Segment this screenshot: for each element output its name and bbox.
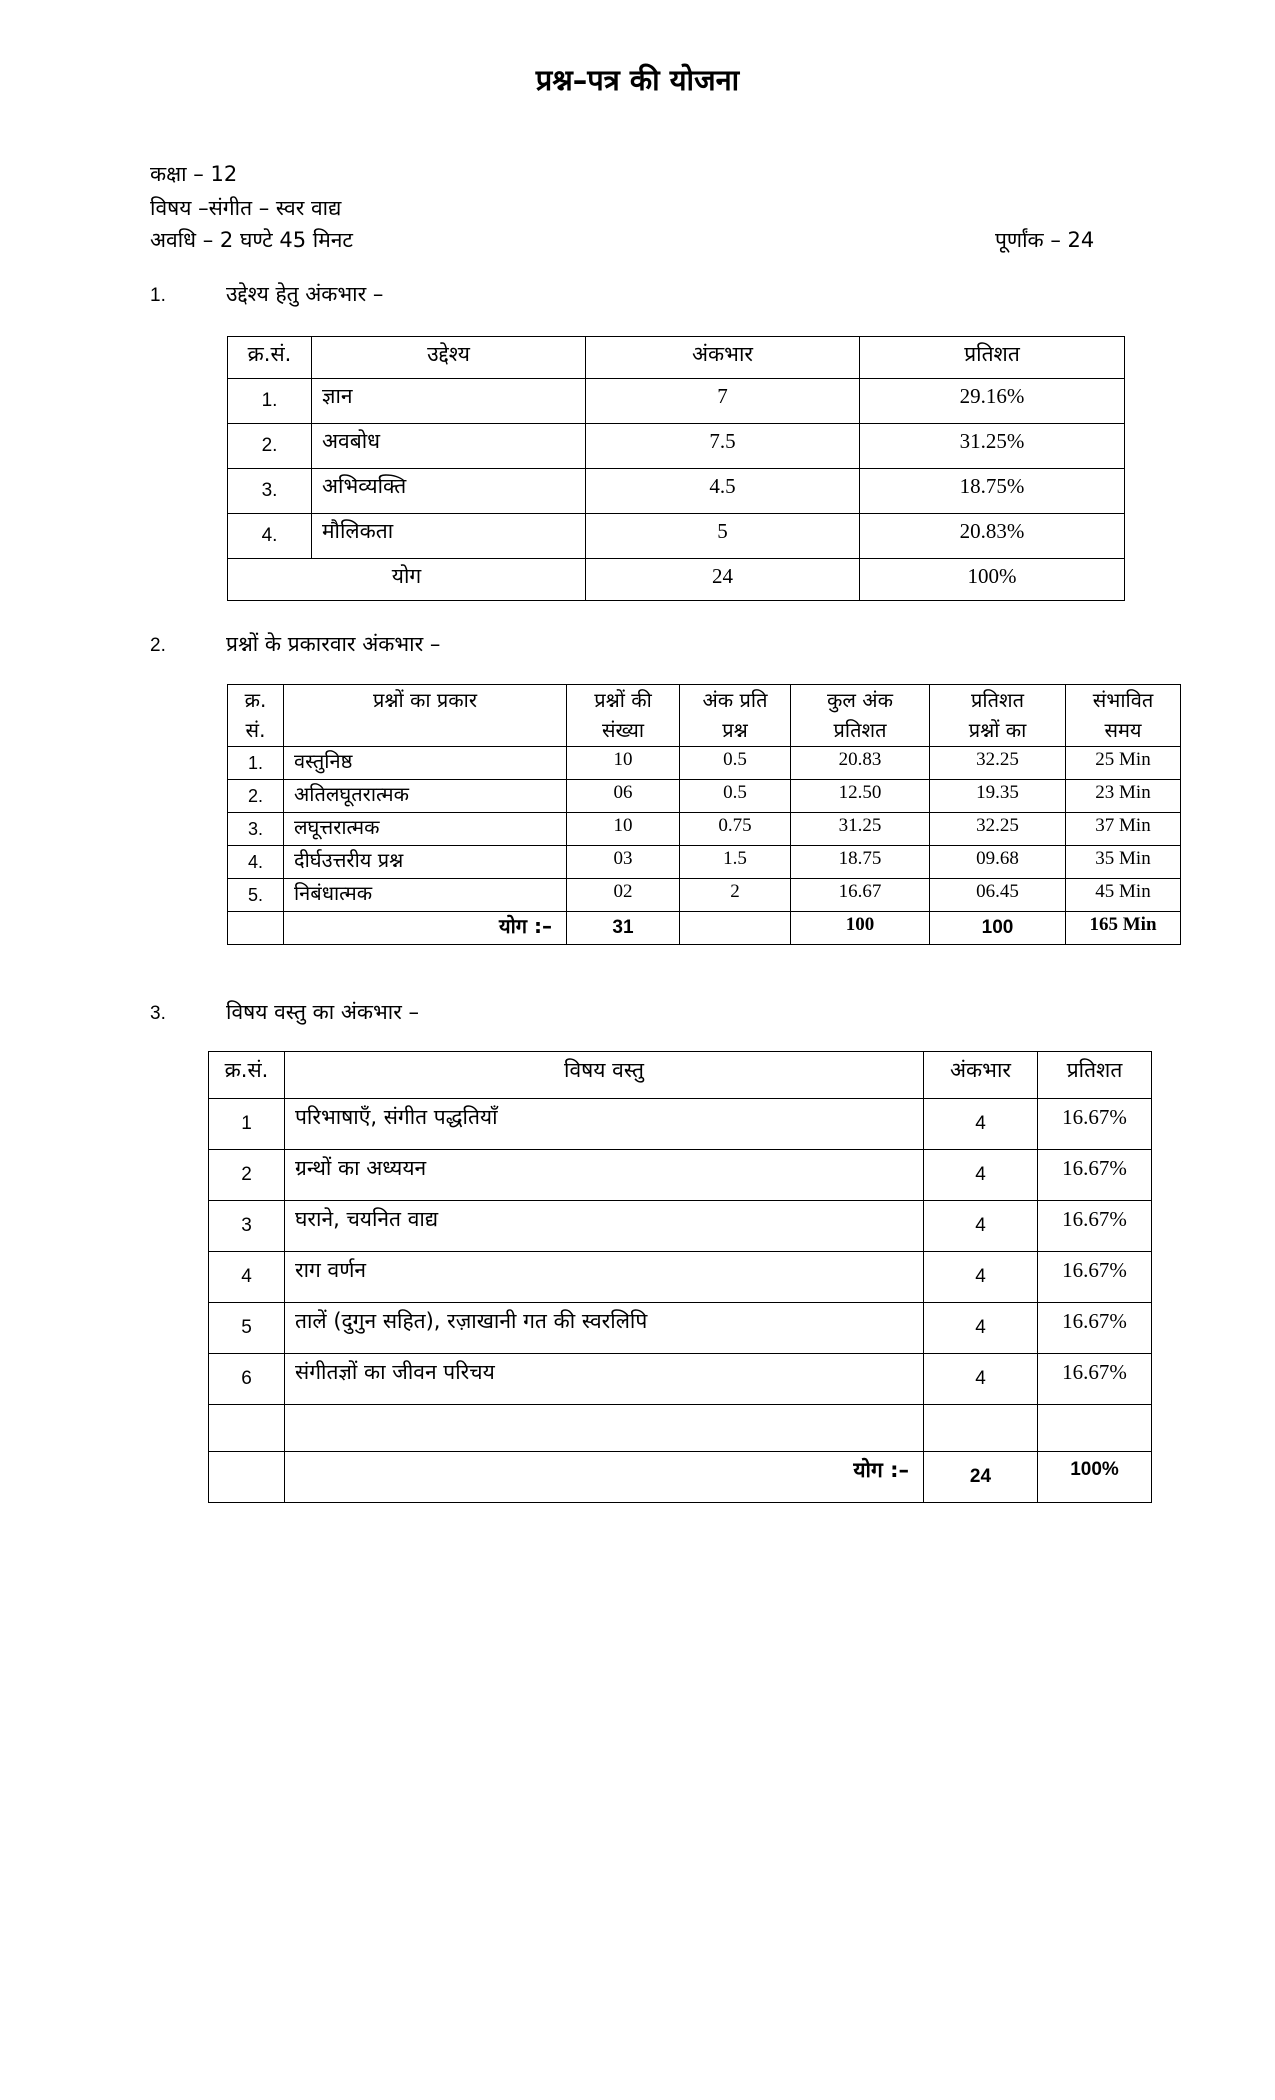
table-row bbox=[228, 846, 1181, 879]
serial-cell: 1. bbox=[228, 379, 312, 424]
marks-cell: 4 bbox=[924, 1201, 1038, 1252]
section-number: 2. bbox=[150, 635, 166, 656]
table-row bbox=[209, 1303, 1152, 1354]
type-cell: लघूत्तरात्मक bbox=[284, 813, 567, 846]
table-empty-row bbox=[209, 1405, 1152, 1452]
header-cell: क्र. सं. bbox=[228, 685, 284, 747]
header-cell: प्रतिशत bbox=[1038, 1052, 1152, 1099]
serial-cell: 2 bbox=[209, 1150, 285, 1201]
table-row bbox=[228, 379, 1125, 424]
full-marks-label: पूर्णांक – 24 bbox=[995, 228, 1095, 252]
objective-cell: अवबोध bbox=[312, 424, 586, 469]
total-percent-cell: 20.83 bbox=[791, 747, 930, 780]
per-question-cell: 1.5 bbox=[680, 846, 791, 879]
total-percent-cell: 12.50 bbox=[791, 780, 930, 813]
total-marks: 24 bbox=[924, 1452, 1038, 1503]
count-cell: 03 bbox=[567, 846, 680, 879]
header-cell: क्र.सं. bbox=[228, 337, 312, 379]
total-question-percent: 100 bbox=[930, 912, 1066, 945]
marks-cell: 4 bbox=[924, 1252, 1038, 1303]
time-cell: 25 Min bbox=[1066, 747, 1181, 780]
table-row bbox=[209, 1150, 1152, 1201]
table-row bbox=[228, 780, 1181, 813]
marks-cell: 7 bbox=[586, 379, 860, 424]
empty-cell bbox=[1038, 1405, 1152, 1452]
serial-cell: 5. bbox=[228, 879, 284, 912]
type-cell: वस्तुनिष्ठ bbox=[284, 747, 567, 780]
duration-label: अवधि – 2 घण्टे 45 मिनट bbox=[150, 228, 354, 252]
content-cell: राग वर्णन bbox=[285, 1252, 924, 1303]
percent-cell: 16.67% bbox=[1038, 1099, 1152, 1150]
type-cell: अतिलघूतरात्मक bbox=[284, 780, 567, 813]
time-cell: 45 Min bbox=[1066, 879, 1181, 912]
serial-cell: 2. bbox=[228, 780, 284, 813]
serial-cell: 5 bbox=[209, 1303, 285, 1354]
total-percent-cell: 16.67 bbox=[791, 879, 930, 912]
type-cell: दीर्घउत्तरीय प्रश्न bbox=[284, 846, 567, 879]
total-percent: 100% bbox=[1038, 1452, 1152, 1503]
empty-cell bbox=[924, 1405, 1038, 1452]
percent-cell: 18.75% bbox=[860, 469, 1125, 514]
section-2-heading bbox=[150, 630, 440, 658]
section-title: उद्देश्य हेतु अंकभार – bbox=[226, 282, 384, 306]
serial-cell: 1 bbox=[209, 1099, 285, 1150]
table-row bbox=[209, 1252, 1152, 1303]
table-row bbox=[209, 1201, 1152, 1252]
per-question-cell: 0.5 bbox=[680, 747, 791, 780]
table-row bbox=[209, 1354, 1152, 1405]
content-cell: परिभाषाएँ, संगीत पद्धतियाँ bbox=[285, 1099, 924, 1150]
table-total-row bbox=[228, 912, 1181, 945]
per-question-cell: 2 bbox=[680, 879, 791, 912]
marks-cell: 4.5 bbox=[586, 469, 860, 514]
class-label: कक्षा – 12 bbox=[150, 162, 238, 186]
objective-cell: अभिव्यक्ति bbox=[312, 469, 586, 514]
content-weightage-table bbox=[208, 1051, 1152, 1503]
table-row bbox=[228, 424, 1125, 469]
percent-cell: 16.67% bbox=[1038, 1303, 1152, 1354]
marks-cell: 5 bbox=[586, 514, 860, 559]
empty-cell bbox=[228, 912, 284, 945]
percent-cell: 16.67% bbox=[1038, 1354, 1152, 1405]
section-title: प्रश्नों के प्रकारवार अंकभार – bbox=[226, 632, 441, 656]
content-cell: संगीतज्ञों का जीवन परिचय bbox=[285, 1354, 924, 1405]
subject-label: विषय –संगीत – स्वर वाद्य bbox=[150, 196, 342, 220]
count-cell: 06 bbox=[567, 780, 680, 813]
marks-cell: 7.5 bbox=[586, 424, 860, 469]
total-percent: 100% bbox=[860, 559, 1125, 601]
table-row bbox=[228, 879, 1181, 912]
serial-cell: 3 bbox=[209, 1201, 285, 1252]
section-number: 3. bbox=[150, 1003, 166, 1024]
empty-cell bbox=[209, 1452, 285, 1503]
serial-cell: 4 bbox=[209, 1252, 285, 1303]
marks-cell: 4 bbox=[924, 1303, 1038, 1354]
question-percent-cell: 32.25 bbox=[930, 747, 1066, 780]
table-row bbox=[228, 813, 1181, 846]
count-cell: 02 bbox=[567, 879, 680, 912]
total-percent-cell: 18.75 bbox=[791, 846, 930, 879]
question-percent-cell: 32.25 bbox=[930, 813, 1066, 846]
type-cell: निबंधात्मक bbox=[284, 879, 567, 912]
time-cell: 23 Min bbox=[1066, 780, 1181, 813]
total-label: योग bbox=[228, 559, 586, 601]
serial-cell: 1. bbox=[228, 747, 284, 780]
question-percent-cell: 06.45 bbox=[930, 879, 1066, 912]
total-label: योग :– bbox=[284, 912, 567, 945]
table-row bbox=[228, 514, 1125, 559]
section-title: विषय वस्तु का अंकभार – bbox=[226, 1000, 419, 1024]
empty-cell bbox=[680, 912, 791, 945]
serial-cell: 2. bbox=[228, 424, 312, 469]
percent-cell: 16.67% bbox=[1038, 1252, 1152, 1303]
percent-cell: 31.25% bbox=[860, 424, 1125, 469]
header-cell: प्रश्नों का प्रकार bbox=[284, 685, 567, 747]
table-header-row bbox=[228, 685, 1181, 747]
percent-cell: 20.83% bbox=[860, 514, 1125, 559]
total-label: योग :– bbox=[285, 1452, 924, 1503]
time-cell: 35 Min bbox=[1066, 846, 1181, 879]
header-cell: संभावित समय bbox=[1066, 685, 1181, 747]
total-time: 165 Min bbox=[1066, 912, 1181, 945]
serial-cell: 3. bbox=[228, 469, 312, 514]
table-header-row bbox=[228, 337, 1125, 379]
objective-weightage-table bbox=[227, 336, 1125, 601]
table-total-row bbox=[209, 1452, 1152, 1503]
table-row bbox=[228, 469, 1125, 514]
marks-cell: 4 bbox=[924, 1150, 1038, 1201]
content-cell: घराने, चयनित वाद्य bbox=[285, 1201, 924, 1252]
section-3-heading bbox=[150, 998, 419, 1026]
question-percent-cell: 09.68 bbox=[930, 846, 1066, 879]
total-percent: 100 bbox=[791, 912, 930, 945]
per-question-cell: 0.5 bbox=[680, 780, 791, 813]
header-cell: अंकभार bbox=[924, 1052, 1038, 1099]
marks-cell: 4 bbox=[924, 1354, 1038, 1405]
header-cell: अंक प्रति प्रश्न bbox=[680, 685, 791, 747]
question-percent-cell: 19.35 bbox=[930, 780, 1066, 813]
serial-cell: 3. bbox=[228, 813, 284, 846]
marks-cell: 4 bbox=[924, 1099, 1038, 1150]
table-row bbox=[209, 1099, 1152, 1150]
percent-cell: 16.67% bbox=[1038, 1150, 1152, 1201]
header-cell: प्रश्नों की संख्या bbox=[567, 685, 680, 747]
table-header-row bbox=[209, 1052, 1152, 1099]
total-count: 31 bbox=[567, 912, 680, 945]
header-cell: उद्देश्य bbox=[312, 337, 586, 379]
total-percent-cell: 31.25 bbox=[791, 813, 930, 846]
header-cell: अंकभार bbox=[586, 337, 860, 379]
objective-cell: मौलिकता bbox=[312, 514, 586, 559]
header-cell: क्र.सं. bbox=[209, 1052, 285, 1099]
section-1-heading bbox=[150, 280, 383, 308]
objective-cell: ज्ञान bbox=[312, 379, 586, 424]
per-question-cell: 0.75 bbox=[680, 813, 791, 846]
time-cell: 37 Min bbox=[1066, 813, 1181, 846]
count-cell: 10 bbox=[567, 813, 680, 846]
serial-cell: 6 bbox=[209, 1354, 285, 1405]
serial-cell: 4. bbox=[228, 846, 284, 879]
percent-cell: 16.67% bbox=[1038, 1201, 1152, 1252]
serial-cell: 4. bbox=[228, 514, 312, 559]
table-total-row bbox=[228, 559, 1125, 601]
table-row bbox=[228, 747, 1181, 780]
page-title: प्रश्न–पत्र की योजना bbox=[535, 63, 740, 97]
empty-cell bbox=[285, 1405, 924, 1452]
question-type-table bbox=[227, 684, 1181, 945]
percent-cell: 29.16% bbox=[860, 379, 1125, 424]
header-cell: विषय वस्तु bbox=[285, 1052, 924, 1099]
header-cell: प्रतिशत bbox=[860, 337, 1125, 379]
empty-cell bbox=[209, 1405, 285, 1452]
total-marks: 24 bbox=[586, 559, 860, 601]
count-cell: 10 bbox=[567, 747, 680, 780]
content-cell: तालें (दुगुन सहित), रज़ाखानी गत की स्वरलिपि bbox=[285, 1303, 924, 1354]
section-number: 1. bbox=[150, 285, 166, 306]
header-cell: कुल अंक प्रतिशत bbox=[791, 685, 930, 747]
header-cell: प्रतिशत प्रश्नों का bbox=[930, 685, 1066, 747]
content-cell: ग्रन्थों का अध्ययन bbox=[285, 1150, 924, 1201]
